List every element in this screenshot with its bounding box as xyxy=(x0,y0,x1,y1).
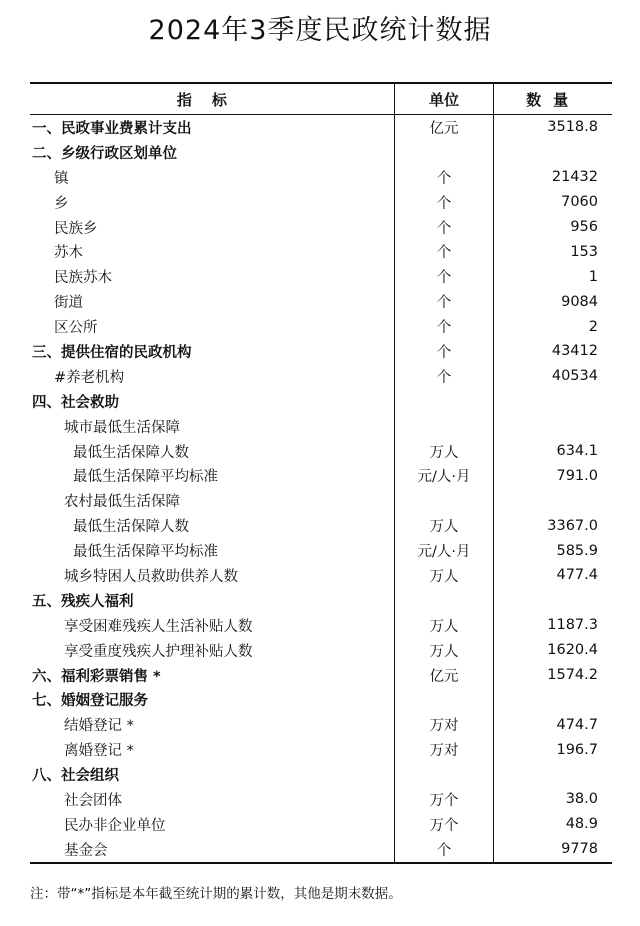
row-value xyxy=(494,488,612,513)
row-unit: 元/人·月 xyxy=(394,538,494,563)
table-row xyxy=(30,613,612,638)
row-unit: 万人 xyxy=(394,513,494,538)
row-value: 634.1 xyxy=(556,443,598,460)
row-unit: 万个 xyxy=(394,812,494,837)
row-unit: 个 xyxy=(394,165,494,190)
table-row xyxy=(30,115,612,140)
row-unit: 个 xyxy=(394,364,494,389)
row-unit: 亿元 xyxy=(394,663,494,688)
table-row xyxy=(30,712,612,737)
row-unit: 万对 xyxy=(394,737,494,762)
row-unit: 万人 xyxy=(394,613,494,638)
row-indicator: 六、福利彩票销售 * xyxy=(30,663,394,688)
table-row xyxy=(30,588,612,613)
row-value xyxy=(494,389,612,414)
table-row xyxy=(30,314,612,339)
row-indicator: 七、婚姻登记服务 xyxy=(30,687,394,712)
row-indicator: 结婚登记 * xyxy=(30,712,394,737)
row-indicator: 八、社会组织 xyxy=(30,762,394,787)
table-row xyxy=(30,563,612,588)
row-indicator: 城市最低生活保障 xyxy=(30,414,394,439)
row-value: 474.7 xyxy=(556,716,598,733)
row-value: 21432 xyxy=(551,169,598,186)
row-indicator: 民族乡 xyxy=(30,215,394,240)
table-row xyxy=(30,787,612,812)
header-quantity: 数量 xyxy=(494,83,612,115)
table-row xyxy=(30,339,612,364)
table-row xyxy=(30,439,612,464)
row-value: 40534 xyxy=(551,368,598,385)
row-value: 3367.0 xyxy=(547,517,598,534)
table-row xyxy=(30,414,612,439)
row-unit: 万人 xyxy=(394,439,494,464)
row-unit: 个 xyxy=(394,190,494,215)
header-unit: 单位 xyxy=(394,83,494,115)
row-indicator: 区公所 xyxy=(30,314,394,339)
row-unit: 元/人·月 xyxy=(394,463,494,488)
row-unit: 个 xyxy=(394,837,494,863)
row-value: 9778 xyxy=(494,837,612,863)
row-unit: 万个 xyxy=(394,787,494,812)
row-value xyxy=(494,140,612,165)
table-row xyxy=(30,165,612,190)
row-unit xyxy=(394,687,494,712)
row-value: 43412 xyxy=(551,343,598,360)
row-value: 2 xyxy=(588,318,598,335)
row-indicator: 基金会 xyxy=(30,837,394,863)
row-value: 1620.4 xyxy=(547,642,598,659)
row-value xyxy=(494,762,612,787)
row-unit: 万对 xyxy=(394,712,494,737)
row-value: 48.9 xyxy=(565,816,598,833)
row-unit: 亿元 xyxy=(394,115,494,140)
row-unit xyxy=(394,414,494,439)
table-row xyxy=(30,140,612,165)
table-row xyxy=(30,463,612,488)
statistics-table-container xyxy=(30,82,612,864)
row-indicator: 最低生活保障人数 xyxy=(30,439,394,464)
row-unit: 个 xyxy=(394,339,494,364)
row-value: 3518.8 xyxy=(547,119,598,136)
row-unit xyxy=(394,762,494,787)
row-indicator: 乡 xyxy=(30,190,394,215)
row-indicator: 城乡特困人员救助供养人数 xyxy=(30,563,394,588)
table-row xyxy=(30,737,612,762)
table-row xyxy=(30,364,612,389)
footnote: 注：带“*”指标是本年截至统计期的累计数，其他是期末数据。 xyxy=(30,886,402,902)
row-value xyxy=(494,588,612,613)
row-indicator: 社会团体 xyxy=(30,787,394,812)
row-indicator: 离婚登记 * xyxy=(30,737,394,762)
row-unit xyxy=(394,389,494,414)
table-row xyxy=(30,239,612,264)
table-row xyxy=(30,762,612,787)
table-row xyxy=(30,264,612,289)
row-unit: 个 xyxy=(394,264,494,289)
table-row xyxy=(30,663,612,688)
row-indicator: 四、社会救助 xyxy=(30,389,394,414)
row-value: 477.4 xyxy=(556,567,598,584)
row-indicator: #养老机构 xyxy=(30,364,394,389)
row-unit xyxy=(394,488,494,513)
table-row xyxy=(30,389,612,414)
row-value xyxy=(494,687,612,712)
row-indicator: 五、残疾人福利 xyxy=(30,588,394,613)
row-indicator: 民办非企业单位 xyxy=(30,812,394,837)
row-value: 9084 xyxy=(561,293,598,310)
row-unit: 万人 xyxy=(394,563,494,588)
row-unit: 个 xyxy=(394,215,494,240)
row-indicator: 最低生活保障人数 xyxy=(30,513,394,538)
row-unit: 万人 xyxy=(394,638,494,663)
header-row xyxy=(30,83,612,115)
row-indicator: 民族苏木 xyxy=(30,264,394,289)
table-row xyxy=(30,638,612,663)
row-unit: 个 xyxy=(394,314,494,339)
row-indicator: 二、乡级行政区划单位 xyxy=(30,140,394,165)
row-unit: 个 xyxy=(394,239,494,264)
table-header xyxy=(30,83,612,115)
header-indicator: 指标 xyxy=(30,83,394,115)
row-unit: 个 xyxy=(394,289,494,314)
row-value: 1574.2 xyxy=(547,667,598,684)
row-value: 1 xyxy=(588,268,598,285)
row-indicator: 农村最低生活保障 xyxy=(30,488,394,513)
table-row xyxy=(30,513,612,538)
row-value: 7060 xyxy=(561,194,598,211)
row-indicator: 三、提供住宿的民政机构 xyxy=(30,339,394,364)
row-value: 585.9 xyxy=(556,542,598,559)
row-value xyxy=(494,414,612,439)
row-unit xyxy=(394,140,494,165)
table-row xyxy=(30,488,612,513)
page-title: 2024年3季度民政统计数据 xyxy=(148,15,492,46)
row-value: 38.0 xyxy=(565,791,598,808)
table-row xyxy=(30,812,612,837)
row-indicator: 一、民政事业费累计支出 xyxy=(30,115,394,140)
table-row xyxy=(30,190,612,215)
row-value: 791.0 xyxy=(556,467,598,484)
table-row xyxy=(30,837,612,863)
row-indicator: 镇 xyxy=(30,165,394,190)
table-row xyxy=(30,538,612,563)
row-indicator: 最低生活保障平均标准 xyxy=(30,538,394,563)
row-value: 196.7 xyxy=(556,741,598,758)
row-value: 153 xyxy=(570,243,598,260)
row-value: 956 xyxy=(570,219,598,235)
row-value: 1187.3 xyxy=(547,617,598,634)
row-indicator: 街道 xyxy=(30,289,394,314)
row-indicator: 享受重度残疾人护理补贴人数 xyxy=(30,638,394,663)
table-body xyxy=(30,115,612,863)
table-row xyxy=(30,215,612,240)
statistics-table xyxy=(30,82,612,864)
row-indicator: 最低生活保障平均标准 xyxy=(30,463,394,488)
row-indicator: 享受困难残疾人生活补贴人数 xyxy=(30,613,394,638)
row-indicator: 苏木 xyxy=(30,239,394,264)
table-row xyxy=(30,687,612,712)
table-row xyxy=(30,289,612,314)
row-unit xyxy=(394,588,494,613)
